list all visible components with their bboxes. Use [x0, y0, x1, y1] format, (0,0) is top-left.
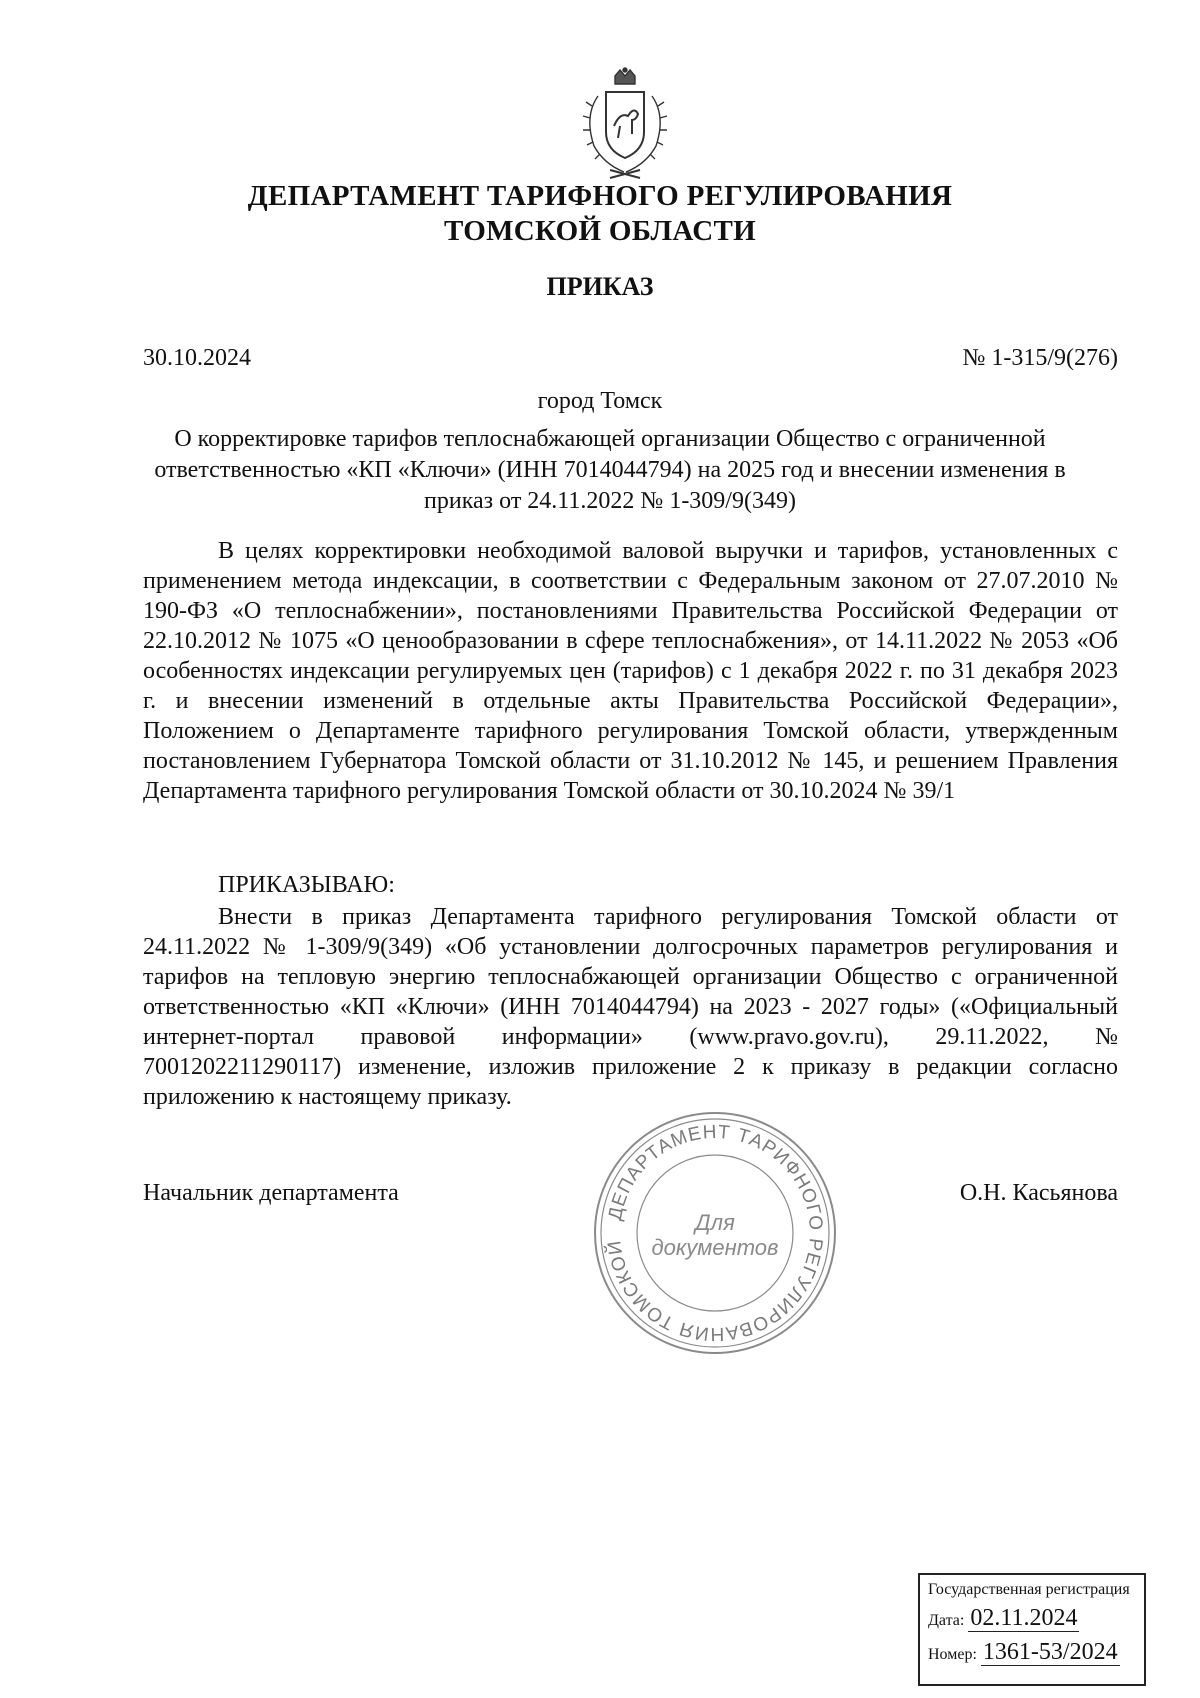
registration-date-label: Дата: — [928, 1612, 965, 1630]
signer-position: Начальник департамента — [143, 1180, 399, 1206]
document-date: 30.10.2024 — [143, 345, 251, 371]
coat-of-arms-icon — [570, 66, 680, 186]
order-paragraph: Внести в приказ Департамента тарифного регулирования Томской области от 24.11.2022 № 1-309/9(349) «Об установлении долгосрочных параметров регулирования и тарифов на тепловую энергию теплоснабжающей организации Общество с ограниченной ответственностью «КП «Ключи» (ИНН 7014044794) на 2023 - 2027 годы» («Официальный интернет-портал правовой информации» (www.pravo.gov.ru), 29.11.2022, № 7001202211290117) изменение, изложив приложение 2 к приказу в редакции согласно приложению к настоящему приказу. — [143, 904, 1118, 1110]
registration-date-row — [928, 1605, 1136, 1633]
department-title-line2: ТОМСКОЙ ОБЛАСТИ — [444, 215, 756, 247]
order-word: ПРИКАЗЫВАЮ: — [218, 872, 395, 898]
document-city: город Томск — [537, 388, 663, 414]
official-stamp — [590, 1108, 840, 1358]
document-number: № 1-315/9(276) — [962, 345, 1118, 371]
registration-number-label: Номер: — [928, 1645, 977, 1663]
stamp-ring-text: ДЕПАРТАМЕНТ ТАРИФНОГО РЕГУЛИРОВАНИЯ ТОМСКОЙ — [604, 1121, 827, 1345]
registration-box — [918, 1573, 1146, 1686]
registration-date-value: 02.11.2024 — [970, 1605, 1078, 1632]
document-type: ПРИКАЗ — [546, 272, 654, 301]
signer-name: О.Н. Касьянова — [959, 1180, 1118, 1206]
stamp-center-line2: документов — [651, 1235, 779, 1260]
registration-title: Государственная регистрация — [928, 1581, 1130, 1598]
registration-number-row — [928, 1639, 1136, 1667]
preamble-paragraph: В целях корректировки необходимой валовой выручки и тарифов, установленных с применением метода индексации, в соответствии с Федеральным законом от 27.07.2010 № 190-ФЗ «О теплоснабжении», постановлениями Правительства Российской Федерации от 22.10.2012 № 1075 «О ценообразовании в сфере теплоснабжения», от 14.11.2022 № 2053 «Об особенностях индексации регулируемых цен (тарифов) с 1 декабря 2022 г. по 31 декабря 2023 г. и внесении изменений в отдельные акты Правительства Российской Федерации», Положением о Департаменте тарифного регулирования Томской области, утвержденным постановлением Губернатора Томской области от 31.10.2012 № 145, и решением Правления Департамента тарифного регулирования Томской области от 30.10.2024 № 39/1 — [143, 538, 1118, 804]
stamp-center-line1: Для — [695, 1210, 735, 1235]
document-subject: О корректировке тарифов теплоснабжающей организации Общество с ограниченной ответственностью «КП «Ключи» (ИНН 7014044794) на 2025 год и внесении изменения в приказ от 24.11.2022 № 1-309/9(349) — [154, 426, 1066, 514]
department-title-line1: ДЕПАРТАМЕНТ ТАРИФНОГО РЕГУЛИРОВАНИЯ — [247, 180, 953, 212]
registration-number-value: 1361-53/2024 — [982, 1638, 1118, 1665]
